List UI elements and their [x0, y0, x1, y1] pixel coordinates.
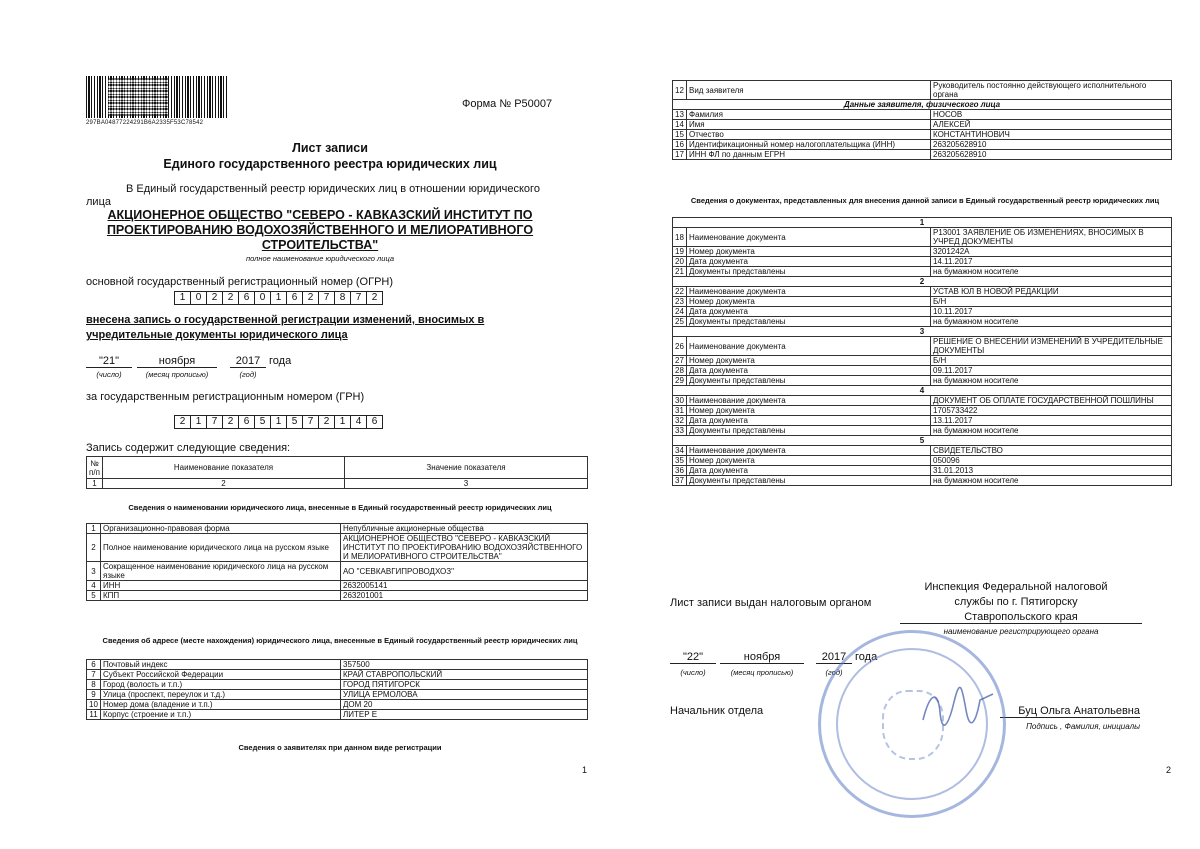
digit-cell: 7	[318, 291, 335, 305]
authority-line-1: Инспекция Федеральной налоговой	[924, 581, 1108, 593]
digit-cell: 4	[350, 415, 367, 429]
header-table	[86, 456, 588, 489]
row-label: Фамилия	[687, 110, 931, 120]
row-number: 32	[673, 416, 687, 426]
authority-line-3: Ставропольского края	[900, 611, 1142, 624]
signer-name: Буц Ольга Анатольевна	[1000, 705, 1140, 718]
digit-cell: 5	[254, 415, 271, 429]
row-number: 27	[673, 356, 687, 366]
table-row	[673, 376, 1172, 386]
digit-cell: 7	[350, 291, 367, 305]
intro-line-2: лица	[86, 196, 111, 208]
table-row	[673, 120, 1172, 130]
doc-title: Лист записи	[292, 141, 368, 155]
section-applicants-title: Сведения о заявителях при данном виде регистрации	[238, 743, 442, 752]
row-value: 357500	[341, 660, 588, 670]
document-group-row	[673, 436, 1172, 446]
table-row	[87, 457, 588, 479]
grn-digits	[174, 415, 382, 429]
digit-cell: 2	[222, 291, 239, 305]
row-label: Наименование документа	[687, 396, 931, 406]
row-number: 3	[87, 562, 101, 581]
date-day: "21"	[86, 355, 132, 368]
table-row	[673, 426, 1172, 436]
table-row	[673, 317, 1172, 327]
digit-cell: 2	[366, 291, 383, 305]
document-group-row	[673, 327, 1172, 337]
issue-date-month: ноября	[720, 651, 804, 664]
digit-cell: 1	[334, 415, 351, 429]
date-month: ноября	[137, 355, 217, 368]
row-value: Руководитель постоянно действующего исполнительного органа	[931, 81, 1172, 100]
row-label: Документы представлены	[687, 426, 931, 436]
row-value: 14.11.2017	[931, 257, 1172, 267]
issue-caption-year: (год)	[825, 668, 843, 677]
table-row	[673, 456, 1172, 466]
digit-cell: 2	[174, 415, 191, 429]
table-row	[673, 247, 1172, 257]
row-label: Дата документа	[687, 416, 931, 426]
row-number: 37	[673, 476, 687, 486]
table-row	[87, 710, 588, 720]
row-label: Идентификационный номер налогоплательщика (ИНН)	[687, 140, 931, 150]
row-number: 4	[87, 581, 101, 591]
row-label: Номер документа	[687, 406, 931, 416]
table-row	[87, 562, 588, 581]
row-label: Номер документа	[687, 356, 931, 366]
digit-cell: 2	[318, 415, 335, 429]
row-value: РЕШЕНИЕ О ВНЕСЕНИИ ИЗМЕНЕНИЙ В УЧРЕДИТЕЛЬНЫЕ ДОКУМЕНТЫ	[931, 337, 1172, 356]
row-label: Полное наименование юридического лица на русском языке	[101, 534, 341, 562]
digit-cell: 8	[334, 291, 351, 305]
row-label: Наименование документа	[687, 446, 931, 456]
table-row	[673, 228, 1172, 247]
row-number: 30	[673, 396, 687, 406]
table-row	[87, 690, 588, 700]
row-label: Номер дома (владение и т.п.)	[101, 700, 341, 710]
table-row	[87, 660, 588, 670]
group-number: 3	[673, 327, 1172, 337]
issue-date-suffix: года	[855, 651, 878, 663]
row-value: КОНСТАНТИНОВИЧ	[931, 130, 1172, 140]
table-row	[673, 267, 1172, 277]
row-number: 17	[673, 150, 687, 160]
table-row	[673, 396, 1172, 406]
row-label: Дата документа	[687, 466, 931, 476]
table-row	[87, 581, 588, 591]
row-value: 1705733422	[931, 406, 1172, 416]
page-number: 1	[582, 765, 588, 775]
row-label: Почтовый индекс	[101, 660, 341, 670]
row-value: 3201242А	[931, 247, 1172, 257]
issue-caption-day: (число)	[680, 668, 706, 677]
row-label: Сокращенное наименование юридического лица на русском языке	[101, 562, 341, 581]
row-number: 25	[673, 317, 687, 327]
digit-cell: 1	[174, 291, 191, 305]
org-name-caption: полное наименование юридического лица	[245, 254, 394, 263]
row-label: Номер документа	[687, 297, 931, 307]
group-number: 1	[673, 218, 1172, 228]
digit-cell: 6	[238, 415, 255, 429]
ogrn-digits	[174, 291, 382, 305]
row-label: Номер документа	[687, 247, 931, 257]
digit-cell: 0	[190, 291, 207, 305]
digit-cell: 6	[366, 415, 383, 429]
row-label: КПП	[101, 591, 341, 601]
issue-caption-month: (месяц прописью)	[730, 668, 794, 677]
row-value: ЛИТЕР Е	[341, 710, 588, 720]
row-number: 20	[673, 257, 687, 267]
page-2	[600, 0, 1200, 849]
authority-caption: наименование регистрирующего органа	[943, 627, 1099, 636]
row-label: Наименование документа	[687, 228, 931, 247]
row-value: ГОРОД ПЯТИГОРСК	[341, 680, 588, 690]
documents-title: Сведения о документах, представленных для внесения данной записи в Единый государственный реестр юридических лиц	[690, 196, 1160, 205]
table-row	[673, 366, 1172, 376]
row-value: ДОКУМЕНТ ОБ ОПЛАТЕ ГОСУДАРСТВЕННОЙ ПОШЛИНЫ	[931, 396, 1172, 406]
row-value: Б/Н	[931, 356, 1172, 366]
row-label: Улица (проспект, переулок и т.д.)	[101, 690, 341, 700]
row-number: 35	[673, 456, 687, 466]
table-row	[673, 356, 1172, 366]
digit-cell: 1	[270, 291, 287, 305]
row-number: 31	[673, 406, 687, 416]
row-value: 09.11.2017	[931, 366, 1172, 376]
address-table	[86, 659, 588, 720]
row-label: Город (волость и т.п.)	[101, 680, 341, 690]
row-value: на бумажном носителе	[931, 267, 1172, 277]
issue-date-day: "22"	[670, 651, 716, 664]
intro-line-1: В Единый государственный реестр юридических лиц в отношении юридического	[126, 183, 540, 195]
ogrn-label: основной государственный регистрационный номер (ОГРН)	[86, 276, 394, 288]
row-label: Имя	[687, 120, 931, 130]
row-number: 22	[673, 287, 687, 297]
digit-cell: 6	[286, 291, 303, 305]
group-number: 2	[673, 277, 1172, 287]
digit-cell: 2	[206, 291, 223, 305]
table-row	[673, 337, 1172, 356]
row-label: Вид заявителя	[687, 81, 931, 100]
row-label: Организационно-правовая форма	[101, 524, 341, 534]
row-value: 050096	[931, 456, 1172, 466]
digit-cell: 7	[302, 415, 319, 429]
head-value: Значение показателя	[345, 457, 588, 479]
position-label: Начальник отдела	[670, 705, 764, 717]
grn-label: за государственным регистрационным номером (ГРН)	[86, 391, 365, 403]
table-row	[673, 476, 1172, 486]
row-label: Документы представлены	[687, 476, 931, 486]
row-value: на бумажном носителе	[931, 317, 1172, 327]
caption-day: (число)	[96, 370, 122, 379]
row-number: 21	[673, 267, 687, 277]
row-number: 19	[673, 247, 687, 257]
doc-subtitle: Единого государственного реестра юридических лиц	[163, 157, 497, 171]
table-row	[673, 257, 1172, 267]
group-number: 4	[673, 386, 1172, 396]
digit-cell: 1	[270, 415, 287, 429]
row-number: 15	[673, 130, 687, 140]
section-address-title: Сведения об адресе (месте нахождения) юридического лица, внесенные в Единый государственный реестр юридических лиц	[102, 636, 578, 645]
issue-date-year: 2017	[816, 651, 852, 664]
table-row	[673, 466, 1172, 476]
table-row	[673, 81, 1172, 100]
row-number: 12	[673, 81, 687, 100]
row-value: АО "СЕВКАВГИПРОВОДХОЗ"	[341, 562, 588, 581]
row-value: УСТАВ ЮЛ В НОВОЙ РЕДАКЦИИ	[931, 287, 1172, 297]
row-value: 31.01.2013	[931, 466, 1172, 476]
row-value: 2632005141	[341, 581, 588, 591]
table-row	[673, 297, 1172, 307]
table-row	[673, 287, 1172, 297]
row-number: 28	[673, 366, 687, 376]
row-value: Непубличные акционерные общества	[341, 524, 588, 534]
table-row	[87, 534, 588, 562]
caption-year: (год)	[239, 370, 257, 379]
row-label: ИНН	[101, 581, 341, 591]
document-group-row	[673, 277, 1172, 287]
row-value: АЛЕКСЕЙ	[931, 120, 1172, 130]
table-row	[673, 307, 1172, 317]
issued-label: Лист записи выдан налоговым органом	[670, 597, 872, 609]
table-row	[673, 416, 1172, 426]
group-number: 5	[673, 436, 1172, 446]
row-value: АКЦИОНЕРНОЕ ОБЩЕСТВО "СЕВЕРО - КАВКАЗСКИЙ ИНСТИТУТ ПО ПРОЕКТИРОВАНИЮ ВОДОХОЗЯЙСТВЕННОГО И МЕЛИОРАТИВНОГО СТРОИТЕЛЬСТВА"	[341, 534, 588, 562]
barcode-pattern	[108, 78, 168, 116]
head-col-1: 1	[87, 479, 103, 489]
row-label: Дата документа	[687, 257, 931, 267]
row-number: 34	[673, 446, 687, 456]
row-label: Документы представлены	[687, 376, 931, 386]
form-number: Форма № Р50007	[462, 98, 553, 110]
entry-text-2: учредительные документы юридического лица	[86, 329, 348, 341]
digit-cell: 5	[286, 415, 303, 429]
table-row	[673, 406, 1172, 416]
row-label: Отчество	[687, 130, 931, 140]
date-year-suffix: года	[269, 355, 292, 367]
row-number: 29	[673, 376, 687, 386]
document-group-row	[673, 218, 1172, 228]
signer-caption: Подпись , Фамилия, инициалы	[1026, 722, 1140, 731]
table-row	[87, 700, 588, 710]
row-value: на бумажном носителе	[931, 376, 1172, 386]
table-row	[673, 140, 1172, 150]
table-row	[87, 591, 588, 601]
page-number: 2	[1166, 765, 1172, 775]
row-label: Документы представлены	[687, 267, 931, 277]
row-number: 1	[87, 524, 101, 534]
row-value: на бумажном носителе	[931, 476, 1172, 486]
row-number: 16	[673, 140, 687, 150]
applicant-table	[672, 80, 1172, 160]
row-number: 7	[87, 670, 101, 680]
name-table	[86, 523, 588, 601]
row-number: 5	[87, 591, 101, 601]
record-label: Запись содержит следующие сведения:	[86, 442, 291, 454]
row-number: 14	[673, 120, 687, 130]
row-value: УЛИЦА ЕРМОЛОВА	[341, 690, 588, 700]
row-number: 8	[87, 680, 101, 690]
row-value: ДОМ 20	[341, 700, 588, 710]
table-row	[87, 680, 588, 690]
entry-text-1: внесена запись о государственной регистрации изменений, вносимых в	[86, 314, 485, 326]
row-number: 13	[673, 110, 687, 120]
head-col-2: 2	[103, 479, 345, 489]
table-row	[673, 446, 1172, 456]
digit-cell: 2	[222, 415, 239, 429]
documents-table	[672, 217, 1172, 486]
row-label: Корпус (строение и т.п.)	[101, 710, 341, 720]
digit-cell: 6	[238, 291, 255, 305]
row-value: КРАЙ СТАВРОПОЛЬСКИЙ	[341, 670, 588, 680]
table-row	[87, 670, 588, 680]
row-value: на бумажном носителе	[931, 426, 1172, 436]
date-year: 2017	[230, 355, 266, 368]
row-number: 6	[87, 660, 101, 670]
row-label: ИНН ФЛ по данным ЕГРН	[687, 150, 931, 160]
table-row	[673, 150, 1172, 160]
row-number: 2	[87, 534, 101, 562]
row-value: 263205628910	[931, 150, 1172, 160]
row-label: Наименование документа	[687, 287, 931, 297]
row-label: Документы представлены	[687, 317, 931, 327]
row-value: НОСОВ	[931, 110, 1172, 120]
row-value: Р13001 ЗАЯВЛЕНИЕ ОБ ИЗМЕНЕНИЯХ, ВНОСИМЫХ В УЧРЕД ДОКУМЕНТЫ	[931, 228, 1172, 247]
row-number: 36	[673, 466, 687, 476]
row-value: 263205628910	[931, 140, 1172, 150]
table-row	[673, 110, 1172, 120]
row-value: 263201001	[341, 591, 588, 601]
row-value: 13.11.2017	[931, 416, 1172, 426]
row-number: 33	[673, 426, 687, 436]
table-row	[87, 479, 588, 489]
barcode-text: 297BA04877224291B6A2335F53C78542	[86, 120, 204, 126]
row-number: 9	[87, 690, 101, 700]
authority-line-2: службы по г. Пятигорску	[954, 596, 1078, 608]
table-row	[673, 100, 1172, 110]
document-group-row	[673, 386, 1172, 396]
head-number: № п/п	[87, 457, 103, 479]
row-number: 23	[673, 297, 687, 307]
digit-cell: 1	[190, 415, 207, 429]
row-number: 18	[673, 228, 687, 247]
digit-cell: 0	[254, 291, 271, 305]
row-number: 10	[87, 700, 101, 710]
head-name: Наименование показателя	[103, 457, 345, 479]
row-number: 26	[673, 337, 687, 356]
row-label: Дата документа	[687, 366, 931, 376]
row-label: Субъект Российской Федерации	[101, 670, 341, 680]
table-row	[87, 524, 588, 534]
row-number: 11	[87, 710, 101, 720]
row-label: Наименование документа	[687, 337, 931, 356]
row-label: Номер документа	[687, 456, 931, 466]
row-number: 24	[673, 307, 687, 317]
head-col-3: 3	[345, 479, 588, 489]
section-name-title: Сведения о наименовании юридического лица, внесенные в Единый государственный реестр юридических лиц	[128, 503, 552, 512]
digit-cell: 7	[206, 415, 223, 429]
signature-icon	[918, 682, 998, 732]
caption-month: (месяц прописью)	[145, 370, 209, 379]
row-value: Б/Н	[931, 297, 1172, 307]
row-value: 10.11.2017	[931, 307, 1172, 317]
digit-cell: 2	[302, 291, 319, 305]
row-value: СВИДЕТЕЛЬСТВО	[931, 446, 1172, 456]
row-label: Дата документа	[687, 307, 931, 317]
table-row	[673, 130, 1172, 140]
org-full-name: АКЦИОНЕРНОЕ ОБЩЕСТВО "СЕВЕРО - КАВКАЗСКИЙ ИНСТИТУТ ПО ПРОЕКТИРОВАНИЮ ВОДОХОЗЯЙСТВЕННОГО И МЕЛИОРАТИВНОГО СТРОИТЕЛЬСТВА"	[106, 208, 534, 252]
applicant-header: Данные заявителя, физического лица	[673, 100, 1172, 110]
